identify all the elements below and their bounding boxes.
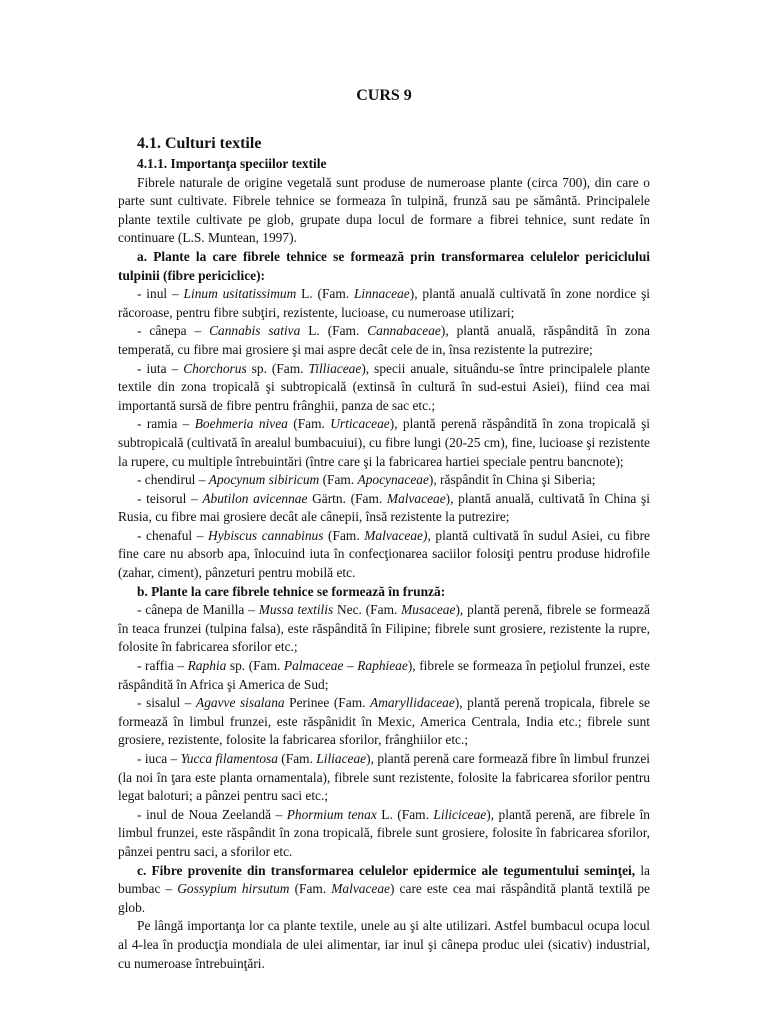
scientific-name: Raphia bbox=[187, 658, 227, 674]
family-name: Cannabaceae bbox=[367, 323, 441, 339]
family-name: Liliciceae bbox=[433, 806, 487, 822]
plant-entry-chendir: - chendirul – Apocynum sibiricum (Fam. Apocynaceae), răspândit în China şi Siberia; bbox=[137, 472, 596, 488]
scientific-name: Phormium tenax bbox=[286, 806, 377, 822]
plant-entry-iuta: - iuta – Chorchorus sp. (Fam. Tilliaceae), specii anuale, situându-se între principalele plante textile din zona tropicală şi subtropicală (extinsă în cultură în sud-estui Asiei), fiind cea mai importantă sursă de fibre pentru frânghii, panza de sac etc.; bbox=[118, 360, 650, 413]
family-name: Palmaceae – Raphieae bbox=[283, 658, 408, 674]
scientific-name: Mussa textilis bbox=[258, 602, 334, 618]
plant-entry-teisor: - teisorul – Abutilon avicennae Gärtn. (Fam. Malvaceae), plantă anuală, cultivată în China şi Rusia, cu fibre mai grosiere decât ale cânepii, însă rezistente la putrezire; bbox=[118, 490, 650, 525]
family-name: Amaryllidaceae bbox=[370, 695, 455, 711]
family-name: Linnaceae bbox=[353, 286, 410, 302]
document-body bbox=[118, 134, 650, 973]
family-name: Malvaceae) bbox=[364, 527, 428, 543]
subsection-heading: 4.1.1. Importanţa speciilor textile bbox=[137, 156, 327, 171]
scientific-name: Agavve sisalana bbox=[196, 695, 285, 711]
intro-paragraph: Fibrele naturale de origine vegetală sunt produse de numeroase plante (circa 700), din care o parte sunt cultivate. Fibrele tehnice se formeaza în tulpină, frunză sau pe sământă. Principalele plante textile cultivate pe glob, grupate dupa locul de formare a fibrei tehnice, sunt redate în continuare (L.S. Muntean, 1997). bbox=[118, 174, 650, 246]
family-name: Musaceae bbox=[401, 602, 456, 618]
scientific-name: Hybiscus cannabinus bbox=[208, 527, 324, 543]
section-heading: 4.1. Culturi textile bbox=[137, 135, 262, 152]
scientific-name: Cannabis sativa bbox=[209, 323, 301, 339]
family-name: Malvaceae bbox=[386, 490, 446, 506]
family-name: Liliaceae bbox=[316, 751, 367, 766]
plant-entry-in: - inul – Linum usitatissimum L. (Fam. Linnaceae), plantă anuală cultivată în zone nordice şi răcoroase, pentru fibre subţiri, rezistente, lucioase, cu numeroase utilizari; bbox=[118, 286, 651, 320]
section-b-heading: b. Plante la care fibrele tehnice se formează în frunză: bbox=[137, 583, 446, 599]
section-a-heading: a. Plante la care fibrele tehnice se formează prin transformarea celulelor periciclului tulpinii (fibre periciclice): bbox=[118, 248, 650, 283]
section-c-paragraph: c. Fibre provenite din transformarea celulelor epidermice ale tegumentului seminţei, la bumbac – Gossypium hirsutum (Fam. Malvaceae) care este cea mai răspândită plantă textilă pe glob. bbox=[118, 862, 651, 915]
scientific-name: Abutilon avicennae bbox=[202, 490, 308, 506]
plant-entry-ramia: - ramia – Boehmeria nivea (Fam. Urticaceae), plantă perenă răspândită în zona tropicală şi subtropicală (cultivată în arealul bumbacuiui), cu fibre lungi (20-25 cm), fine, lucioase şi rezistente la rupere, cu multiple întrebuintări (între care şi la fabricarea hartiei speciale pentru bancnote); bbox=[118, 416, 651, 469]
family-name: Tilliaceae bbox=[308, 360, 362, 376]
family-name: Urticaceae bbox=[330, 416, 390, 432]
scientific-name: Gossypium hirsutum bbox=[177, 881, 290, 897]
plant-entry-inul-noua-zeelanda: - inul de Noua Zeelandă – Phormium tenax L. (Fam. Liliciceae), plantă perenă, are fibrele în limbul frunzei, este răspândit în zona tropicală, fibrele sunt grosiere, folosite în fabricarea sforilor, pânzei pentru saci, a sforilor etc. bbox=[118, 806, 651, 859]
scientific-name: Apocynum sibiricum bbox=[208, 472, 320, 488]
section-c-heading: c. Fibre provenite din transformarea celulelor epidermice ale tegumentului seminţei, bbox=[137, 862, 636, 878]
plant-entry-manilla: - cânepa de Manilla – Mussa textilis Nec. (Fam. Musaceae), plantă perenă, fibrele se formează în teaca frunzei (tulpina falsa), este răspândită în Filipine; fibrele sunt grosiere, rezistente la rupre, folosite în fabricarea sforilor etc.; bbox=[118, 602, 650, 655]
plant-entry-raffia: - raffia – Raphia sp. (Fam. Palmaceae – Raphieae), fibrele se formeaza în peţiolul frunzei, este răspândită în Africa şi America de Sud; bbox=[118, 658, 650, 692]
scientific-name: Chorchorus bbox=[183, 360, 247, 376]
plant-entry-canepa: - cânepa – Cannabis sativa L. (Fam. Cannabaceae), plantă anuală, răspândită în zona temperată, cu fibre mai grosiere şi mai aspre decât cele de in, însa rezistente la putrezire; bbox=[118, 323, 650, 357]
scientific-name: Boehmeria nivea bbox=[194, 416, 288, 432]
scientific-name: Linum usitatissimum bbox=[183, 286, 297, 302]
course-title: CURS 9 bbox=[356, 87, 412, 104]
plant-entry-chenaf: - chenaful – Hybiscus cannabinus (Fam. Malvaceae), plantă cultivată în sudul Asiei, cu fibre fine care nu absorb apa, înlocuind iuta în confecţionarea saciilor folosiţi pentru produse hidrofile (zahar, ciment), pânzeturi pentru mobilă etc. bbox=[118, 527, 651, 581]
plant-entry-sisal: - sisalul – Agavve sisalana Perinee (Fam. Amaryllidaceae), plantă perenă tropicala, fibrele se formează în limbul frunzei, este răspânidit în Mexic, America Centrala, India etc.; fibrele sunt grosiere, rezistente, folosite la fabricarea sforilor, frânghiilor etc.; bbox=[118, 695, 651, 748]
family-name: Malvaceae bbox=[331, 881, 391, 897]
plant-entry-iuca: - iuca – Yucca filamentosa (Fam. Liliaceae), plantă perenă care formează fibre în limbul frunzei (la noi în ţara este planta ornamentala), fibrele sunt rezistente, folosite la fabricarea sforilor pentru legat baloturi; a pânzei pentru saci etc.; bbox=[118, 751, 650, 804]
closing-paragraph: Pe lângă importanţa lor ca plante textile, unele au şi alte utilizari. Astfel bumbacul ocupa locul al 4-lea în producţia mondiala de ulei alimentar, iar inul şi cânepa produc ulei (sicativ) industrial, cu numeroase întrebuinţări. bbox=[118, 918, 650, 971]
scientific-name: Yucca filamentosa bbox=[180, 751, 278, 766]
family-name: Apocynaceae bbox=[357, 472, 429, 488]
